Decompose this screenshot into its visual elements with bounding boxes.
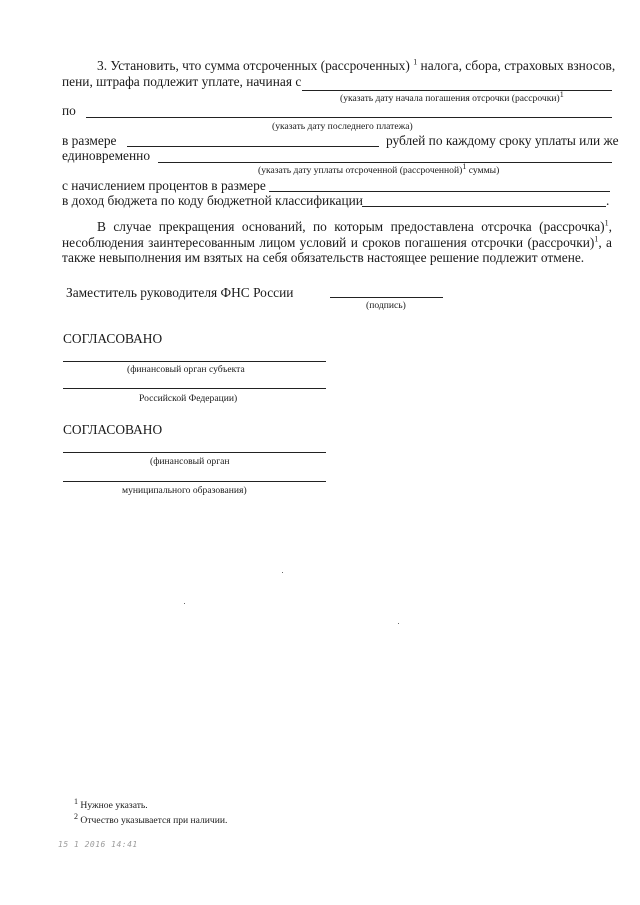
agreed-heading-1: СОГЛАСОВАНО	[63, 331, 163, 346]
label-interest: с начислением процентов в размере	[62, 178, 266, 193]
para3-line1-tail: налога, сбора, страховых взносов,	[420, 58, 616, 73]
budget-end: .	[606, 193, 610, 208]
label-po: по	[62, 103, 76, 118]
cancel-line3: также невыполнения им взятых на себя обязательств настоящее решение подлежит отмене.	[62, 250, 585, 265]
agreed1-caption1: (финансовый орган субъекта	[127, 364, 245, 375]
budget-code-line	[362, 206, 606, 207]
start-date-line	[302, 90, 612, 91]
sum-date-line	[158, 162, 612, 163]
label-edinovremenno: единовременно	[62, 148, 151, 163]
agreed2-caption1: (финансовый орган	[150, 456, 230, 467]
label-rubley: рублей по каждому сроку уплаты или же	[386, 133, 619, 148]
agreed1-caption2: Российской Федерации)	[139, 393, 238, 404]
para3-line2: пени, штрафа подлежит уплате, начиная с	[62, 74, 302, 89]
footnote-ref: 1	[413, 57, 418, 67]
signature-line	[330, 297, 443, 298]
scan-speck	[398, 623, 399, 624]
agreed1-line1	[63, 361, 326, 362]
label-v-razmere: в размере	[62, 133, 117, 148]
footnote-1: $^1$ Нужное указать.	[74, 796, 148, 811]
agreed-heading-2: СОГЛАСОВАНО	[63, 422, 163, 437]
last-payment-line	[86, 117, 612, 118]
interest-line	[269, 191, 610, 192]
caption-sum-date: (указать дату уплаты отсроченной (рассроченной)$^1$ суммы)	[258, 161, 500, 176]
agreed1-line2	[63, 388, 326, 389]
cancel-line2: несоблюдения заинтересованным лицом условий и сроков погашения отсрочки (рассрочки)$^1$, а	[62, 234, 612, 250]
scan-speck	[282, 572, 283, 573]
scan-speck	[184, 603, 185, 604]
para3-line1	[97, 58, 615, 74]
signer-title: Заместитель руководителя ФНС России	[66, 285, 294, 300]
agreed2-line2	[63, 481, 326, 482]
scan-stamp: 15 1 2016 14:41	[58, 840, 138, 849]
signature-caption: (подпись)	[366, 300, 406, 311]
cancel-line1: В случае прекращения оснований, по которым предоставлена отсрочка (рассрочка)$^1$,	[97, 218, 612, 234]
agreed2-caption2: муниципального образования)	[122, 485, 247, 496]
para3-line1-text: 3. Установить, что сумма отсроченных (рассроченных)	[97, 58, 410, 73]
caption-start-date: (указать дату начала погашения отсрочки (рассрочки)$^1$	[340, 89, 564, 104]
agreed2-line1	[63, 452, 326, 453]
caption-last-payment: (указать дату последнего платежа)	[272, 121, 413, 132]
amount-line	[127, 146, 379, 147]
label-budget: в доход бюджета по коду бюджетной классификации	[62, 193, 363, 208]
footnote-2: $^2$ Отчество указывается при наличии.	[74, 811, 228, 826]
